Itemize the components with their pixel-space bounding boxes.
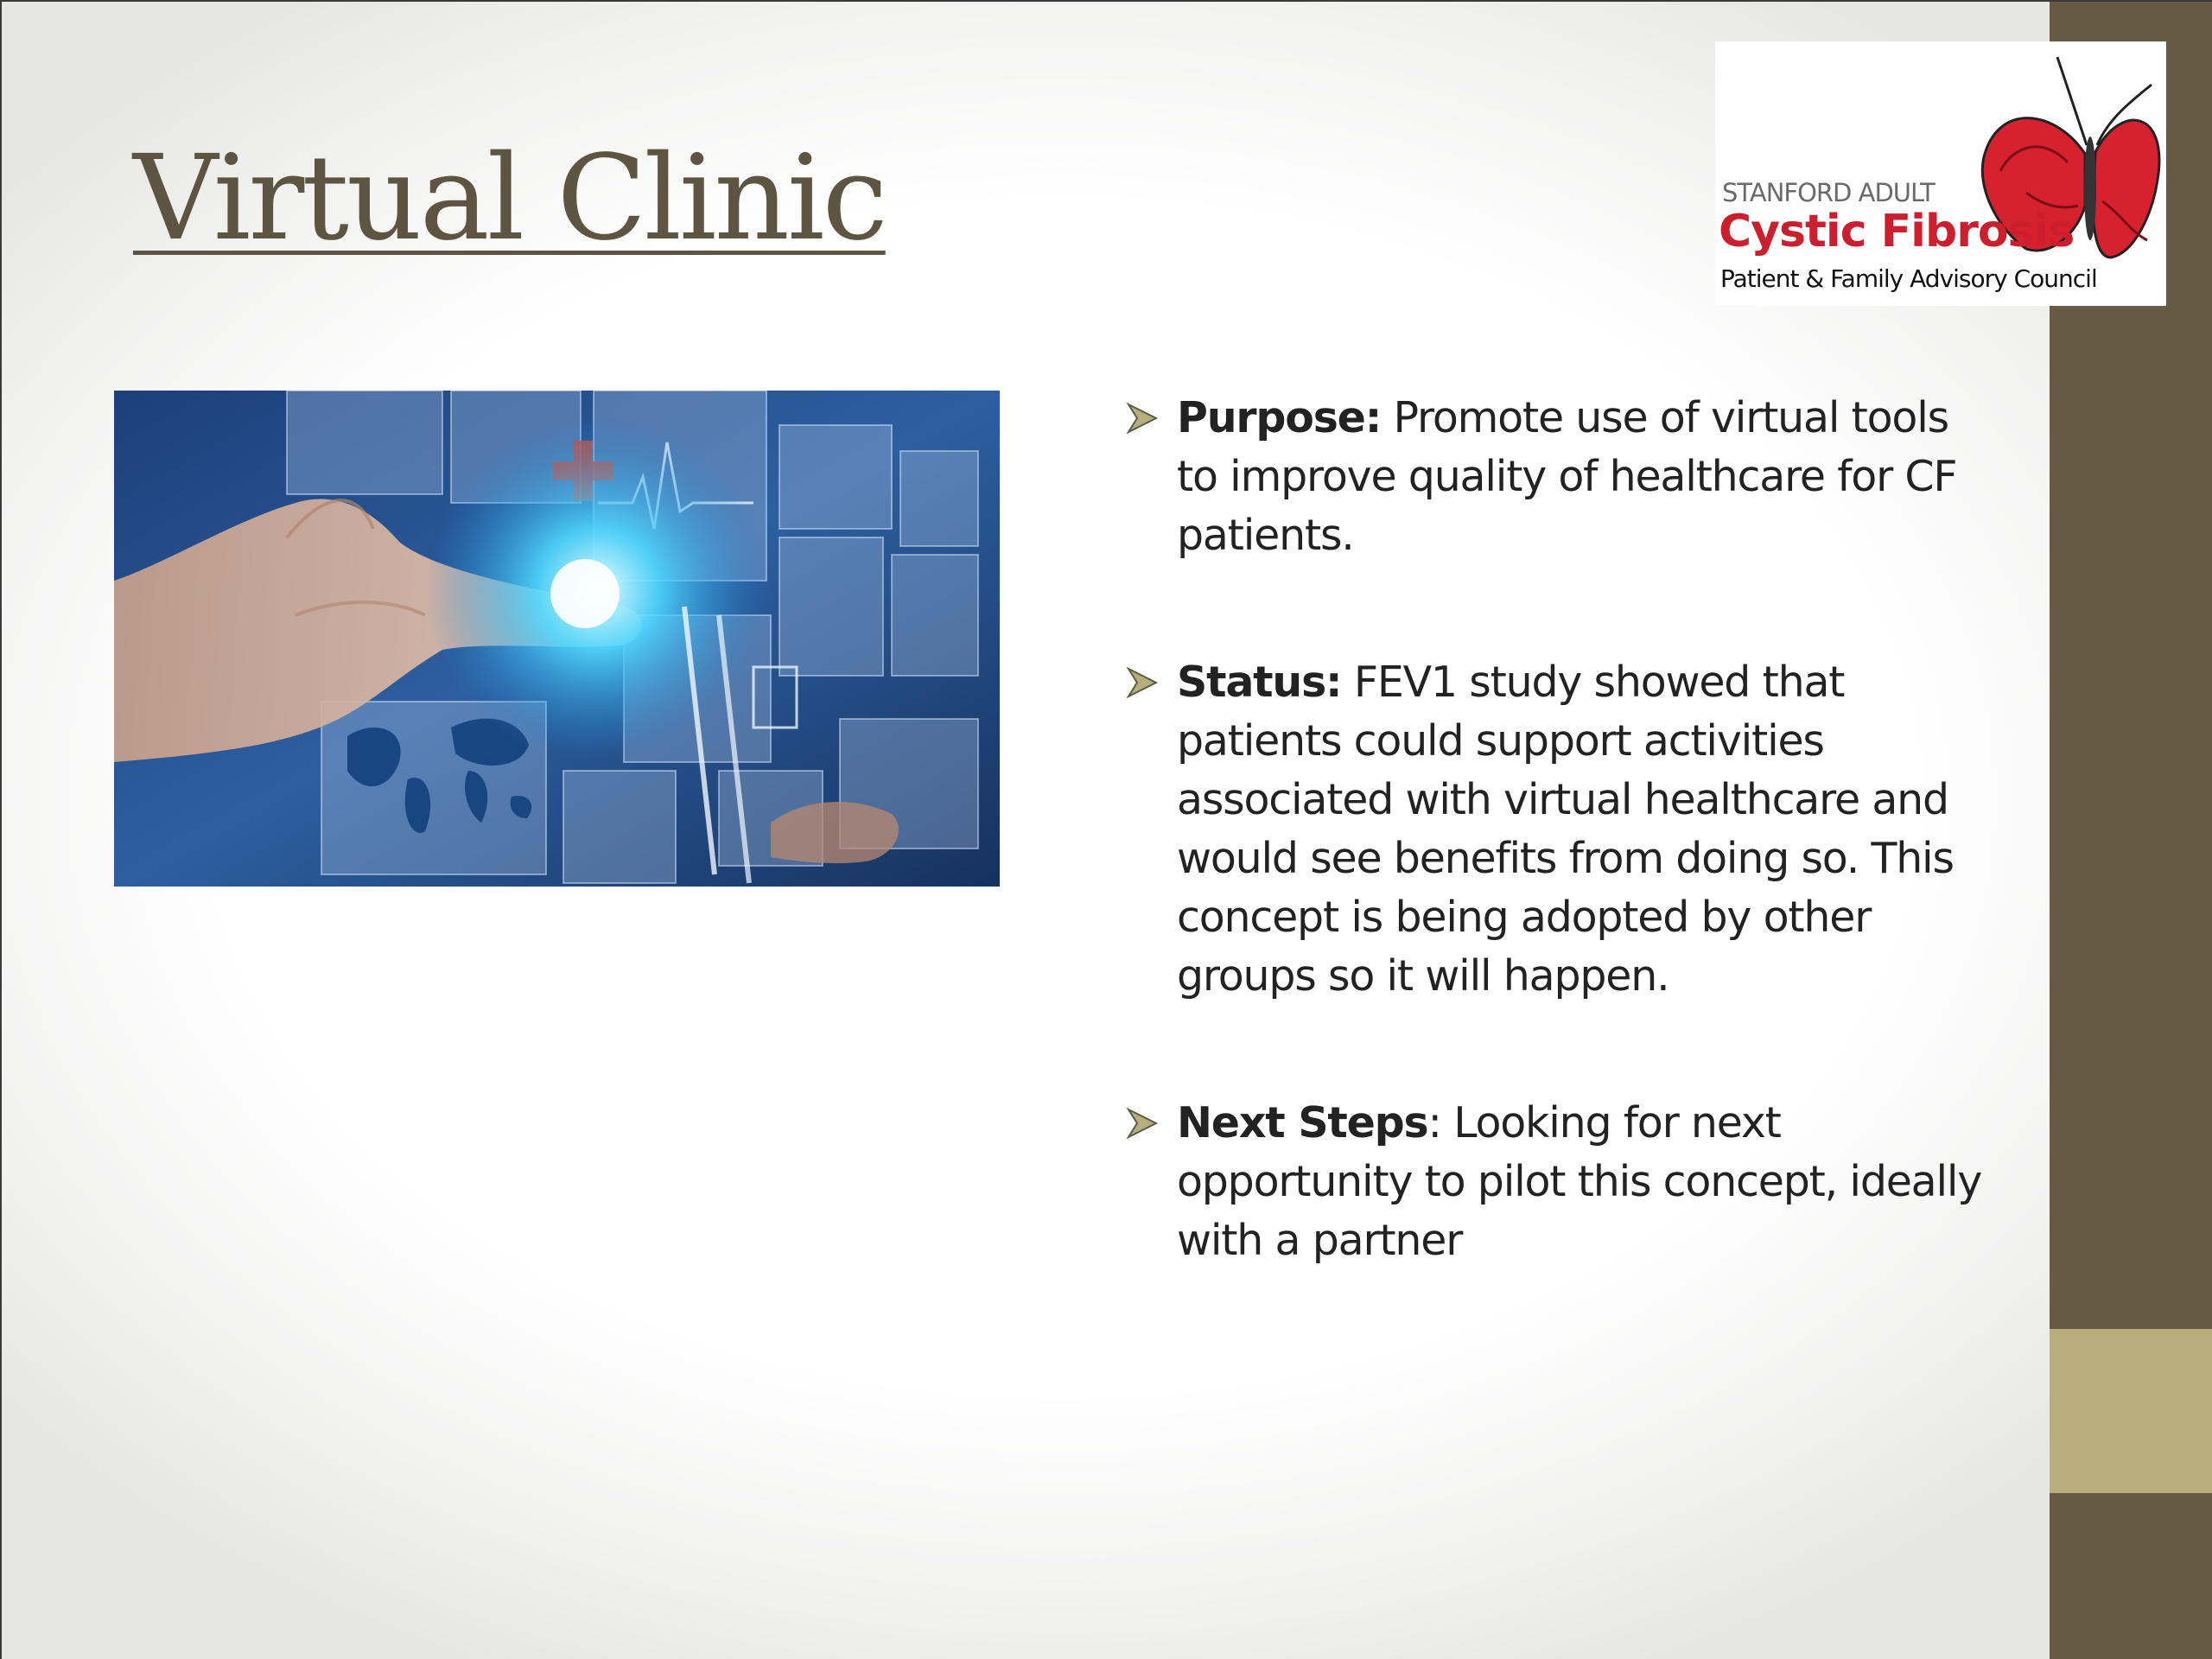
logo-stanford-adult: STANFORD ADULT [1722,178,1935,207]
bullet-text: FEV1 study showed that patients could support activities associated with virtual healthcare and would see benefits from doing so. This concept is being adopted by other groups so it will happen. [1177,658,1954,1001]
logo-advisory-council: Patient & Family Advisory Council [1720,264,2097,293]
bullet-list [1125,389,1998,1270]
slide-title: Virtual Clinic [133,130,886,267]
bullet-status [1125,653,1998,1006]
bullet-term: Purpose: [1177,393,1382,442]
bullet-arrow-icon [1125,665,1160,700]
logo-cystic-fibrosis: Cystic Fibrosis [1719,206,2075,257]
bullet-term: Next Steps [1177,1098,1428,1147]
logo [1715,41,2166,306]
bullet-purpose [1125,389,1998,565]
bullet-term: Status: [1177,658,1342,707]
bullet-arrow-icon [1125,1106,1160,1141]
side-accent [2050,1329,2212,1493]
bullet-next-steps [1125,1094,1998,1270]
bullet-arrow-icon [1125,401,1160,435]
bullet-text: : Looking for next opportunity to pilot this concept, ideally with a partner [1177,1098,1982,1265]
bullet-text: Promote use of virtual tools to improve quality of healthcare for CF patients. [1177,393,1957,560]
virtual-healthcare-photo [114,391,1000,887]
